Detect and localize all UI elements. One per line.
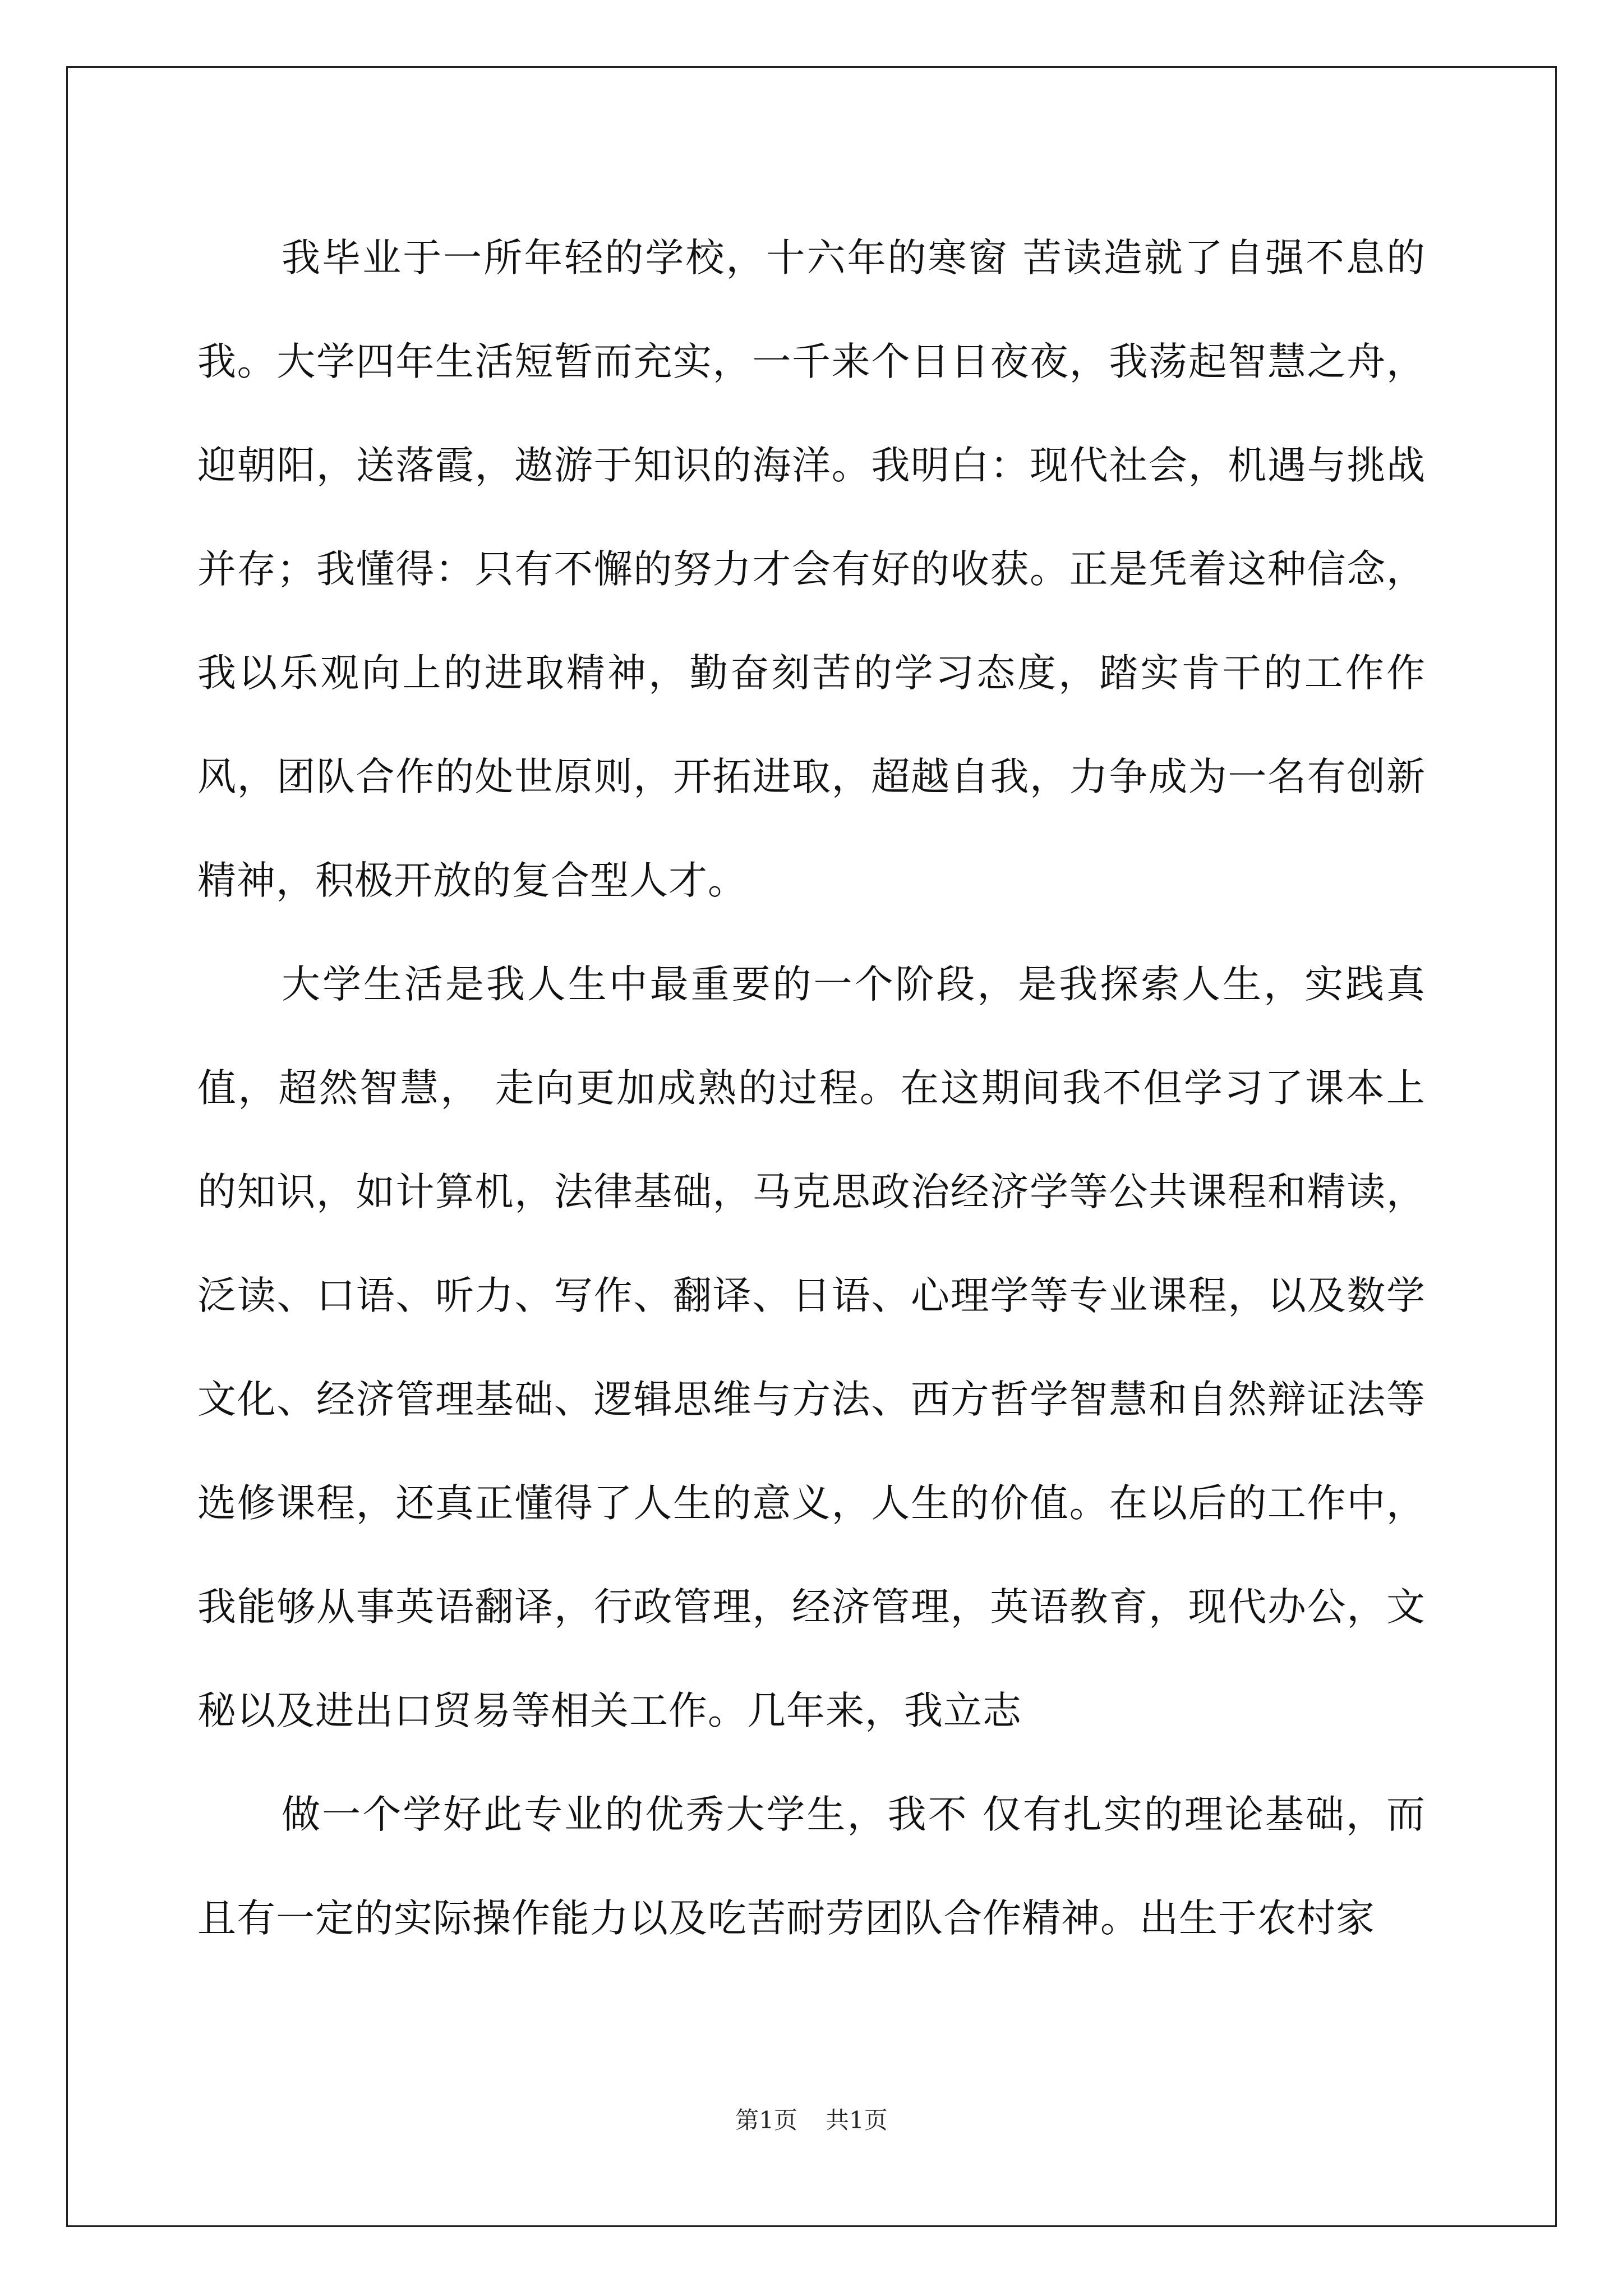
document-body	[197, 206, 1426, 1971]
page-number-total: 共1页	[826, 2106, 888, 2134]
page-number-current: 第1页	[735, 2106, 797, 2134]
page-footer	[0, 2104, 1623, 2137]
paragraph-2: 大学生活是我人生中最重要的一个阶段，是我探索人生，实践真值，超然智慧， 走向更加成熟的过程。在这期间我不但学习了课本上的知识，如计算机，法律基础，马克思政治经济学等公共课程和精读，泛读、口语、听力、写作、翻译、日语、心理学等专业课程，以及数学文化、经济管理基础、逻辑思维与方法、西方哲学智慧和自然辩证法等选修课程，还真正懂得了人生的意义，人生的价值。在以后的工作中，我能够从事英语翻译，行政管理，经济管理，英语教育，现代办公，文秘以及进出口贸易等相关工作。几年来，我立志	[197, 962, 1426, 1733]
paragraph-3: 做一个学好此专业的优秀大学生，我不 仅有扎实的理论基础，而且有一定的实际操作能力以及吃苦耐劳团队合作精神。出生于农村家	[197, 1792, 1426, 1941]
paragraph-1: 我毕业于一所年轻的学校，十六年的寒窗 苦读造就了自强不息的我。大学四年生活短暂而充实，一千来个日日夜夜，我荡起智慧之舟，迎朝阳，送落霞，遨游于知识的海洋。我明白：现代社会，机遇与挑战 并存；我懂得：只有不懈的努力才会有好的收获。正是凭着这种信念，我以乐观向上的进取精神，勤奋刻苦的学习态度，踏实肯干的工作作风，团队合作的处世原则，开拓进取，超越自我，力争成为一名有创新精神，积极开放的复合型人才。	[197, 236, 1426, 903]
